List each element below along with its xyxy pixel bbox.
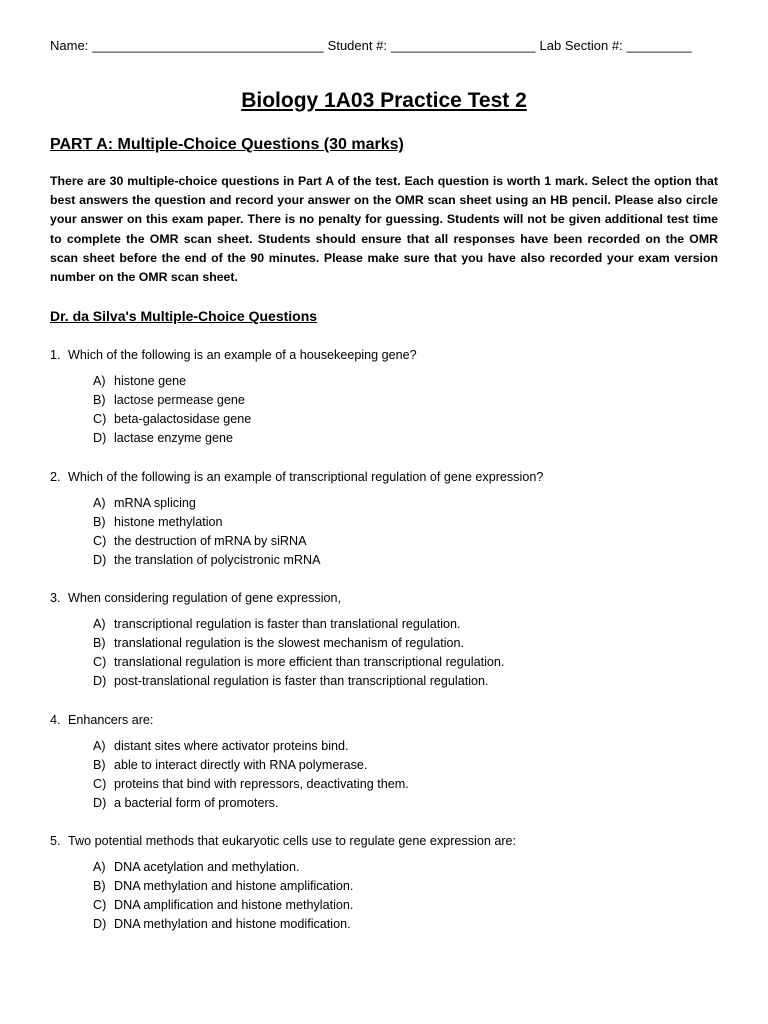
question-stem	[50, 468, 730, 486]
name-label: Name:	[50, 38, 89, 53]
option-b[interactable]	[93, 513, 730, 532]
option-b[interactable]	[93, 391, 730, 410]
question-stem	[50, 346, 730, 364]
option-letter: A)	[93, 617, 106, 631]
instructions-paragraph: There are 30 multiple-choice questions in Part A of the test. Each question is worth 1 mark. Select the option that best answers the question and record your answer on the OMR scan sheet using an HB pencil. Please also circle your answer on this exam paper. There is no penalty for guessing. Students will not be given additional test time to complete the OMR scan sheet. Students should ensure that all responses have been recorded on the OMR scan sheet before the end of the 90 minutes. Please make sure that you have also recorded your exam version number on the OMR scan sheet.	[50, 174, 718, 285]
question-stem	[50, 832, 730, 850]
option-c[interactable]	[93, 896, 730, 915]
option-text: histone gene	[114, 374, 187, 388]
option-letter: B)	[93, 879, 106, 893]
option-text: histone methylation	[114, 515, 223, 529]
option-text: mRNA splicing	[114, 496, 196, 510]
question-text: Two potential methods that eukaryotic cells use to regulate gene expression are:	[68, 834, 517, 848]
part-heading: PART A: Multiple-Choice Questions (30 marks)	[50, 136, 404, 153]
question-text: Enhancers are:	[68, 713, 154, 727]
option-text: DNA acetylation and methylation.	[114, 860, 300, 874]
option-text: lactose permease gene	[114, 393, 245, 407]
question-stem	[50, 711, 730, 729]
option-text: the translation of polycistronic mRNA	[114, 553, 321, 567]
option-text: DNA amplification and histone methylation.	[114, 898, 354, 912]
option-text: translational regulation is the slowest mechanism of regulation.	[114, 636, 465, 650]
option-letter: C)	[93, 534, 107, 548]
option-letter: A)	[93, 739, 106, 753]
option-a[interactable]	[93, 615, 730, 634]
option-list	[50, 615, 730, 691]
option-letter: C)	[93, 777, 107, 791]
question-text: Which of the following is an example of a housekeeping gene?	[68, 348, 417, 362]
option-text: the destruction of mRNA by siRNA	[114, 534, 307, 548]
option-c[interactable]	[93, 653, 730, 672]
option-a[interactable]	[93, 494, 730, 513]
option-list	[50, 737, 730, 813]
option-c[interactable]	[93, 775, 730, 794]
option-a[interactable]	[93, 858, 730, 877]
lab-section-label: Lab Section #:	[539, 38, 623, 53]
question-5	[50, 832, 730, 934]
option-list	[50, 858, 730, 934]
option-text: translational regulation is more efficient than transcriptional regulation.	[114, 655, 505, 669]
question-4	[50, 711, 730, 813]
option-letter: D)	[93, 917, 107, 931]
option-letter: D)	[93, 674, 107, 688]
question-3	[50, 589, 730, 691]
option-letter: C)	[93, 898, 107, 912]
student-number-blank: ____________________	[390, 38, 536, 53]
option-text: able to interact directly with RNA polymerase.	[114, 758, 368, 772]
option-letter: C)	[93, 655, 107, 669]
option-list	[50, 494, 730, 570]
option-letter: B)	[93, 758, 106, 772]
student-info-line	[50, 37, 714, 55]
option-text: DNA methylation and histone modification.	[114, 917, 351, 931]
option-list	[50, 372, 730, 448]
option-text: post-translational regulation is faster than transcriptional regulation.	[114, 674, 489, 688]
question-number: 5.	[50, 834, 61, 848]
option-b[interactable]	[93, 634, 730, 653]
option-text: transcriptional regulation is faster than translational regulation.	[114, 617, 461, 631]
option-d[interactable]	[93, 794, 730, 813]
student-number-label: Student #:	[327, 38, 387, 53]
option-d[interactable]	[93, 551, 730, 570]
question-number: 3.	[50, 591, 61, 605]
option-text: proteins that bind with repressors, deactivating them.	[114, 777, 409, 791]
option-a[interactable]	[93, 372, 730, 391]
question-stem	[50, 589, 730, 607]
question-number: 4.	[50, 713, 61, 727]
option-text: DNA methylation and histone amplification.	[114, 879, 354, 893]
page-title: Biology 1A03 Practice Test 2	[241, 89, 527, 112]
question-text: When considering regulation of gene expression,	[68, 591, 342, 605]
option-letter: D)	[93, 553, 107, 567]
option-c[interactable]	[93, 410, 730, 429]
option-b[interactable]	[93, 877, 730, 896]
question-2	[50, 468, 730, 570]
option-letter: A)	[93, 496, 106, 510]
name-blank: ________________________________	[92, 38, 324, 53]
section-heading: Dr. da Silva's Multiple-Choice Questions	[50, 308, 318, 324]
option-d[interactable]	[93, 672, 730, 691]
lab-section-blank: _________	[626, 38, 692, 53]
question-number: 1.	[50, 348, 61, 362]
option-letter: D)	[93, 796, 107, 810]
option-letter: A)	[93, 860, 106, 874]
option-b[interactable]	[93, 756, 730, 775]
option-text: lactase enzyme gene	[114, 431, 234, 445]
option-letter: B)	[93, 636, 106, 650]
option-letter: A)	[93, 374, 106, 388]
option-text: a bacterial form of promoters.	[114, 796, 279, 810]
option-letter: B)	[93, 515, 106, 529]
option-a[interactable]	[93, 737, 730, 756]
question-number: 2.	[50, 470, 61, 484]
option-letter: D)	[93, 431, 107, 445]
question-text: Which of the following is an example of transcriptional regulation of gene expression?	[68, 470, 544, 484]
option-text: beta-galactosidase gene	[114, 412, 252, 426]
option-d[interactable]	[93, 429, 730, 448]
question-1	[50, 346, 730, 448]
option-d[interactable]	[93, 915, 730, 934]
option-text: distant sites where activator proteins bind.	[114, 739, 349, 753]
option-letter: B)	[93, 393, 106, 407]
option-c[interactable]	[93, 532, 730, 551]
option-letter: C)	[93, 412, 107, 426]
